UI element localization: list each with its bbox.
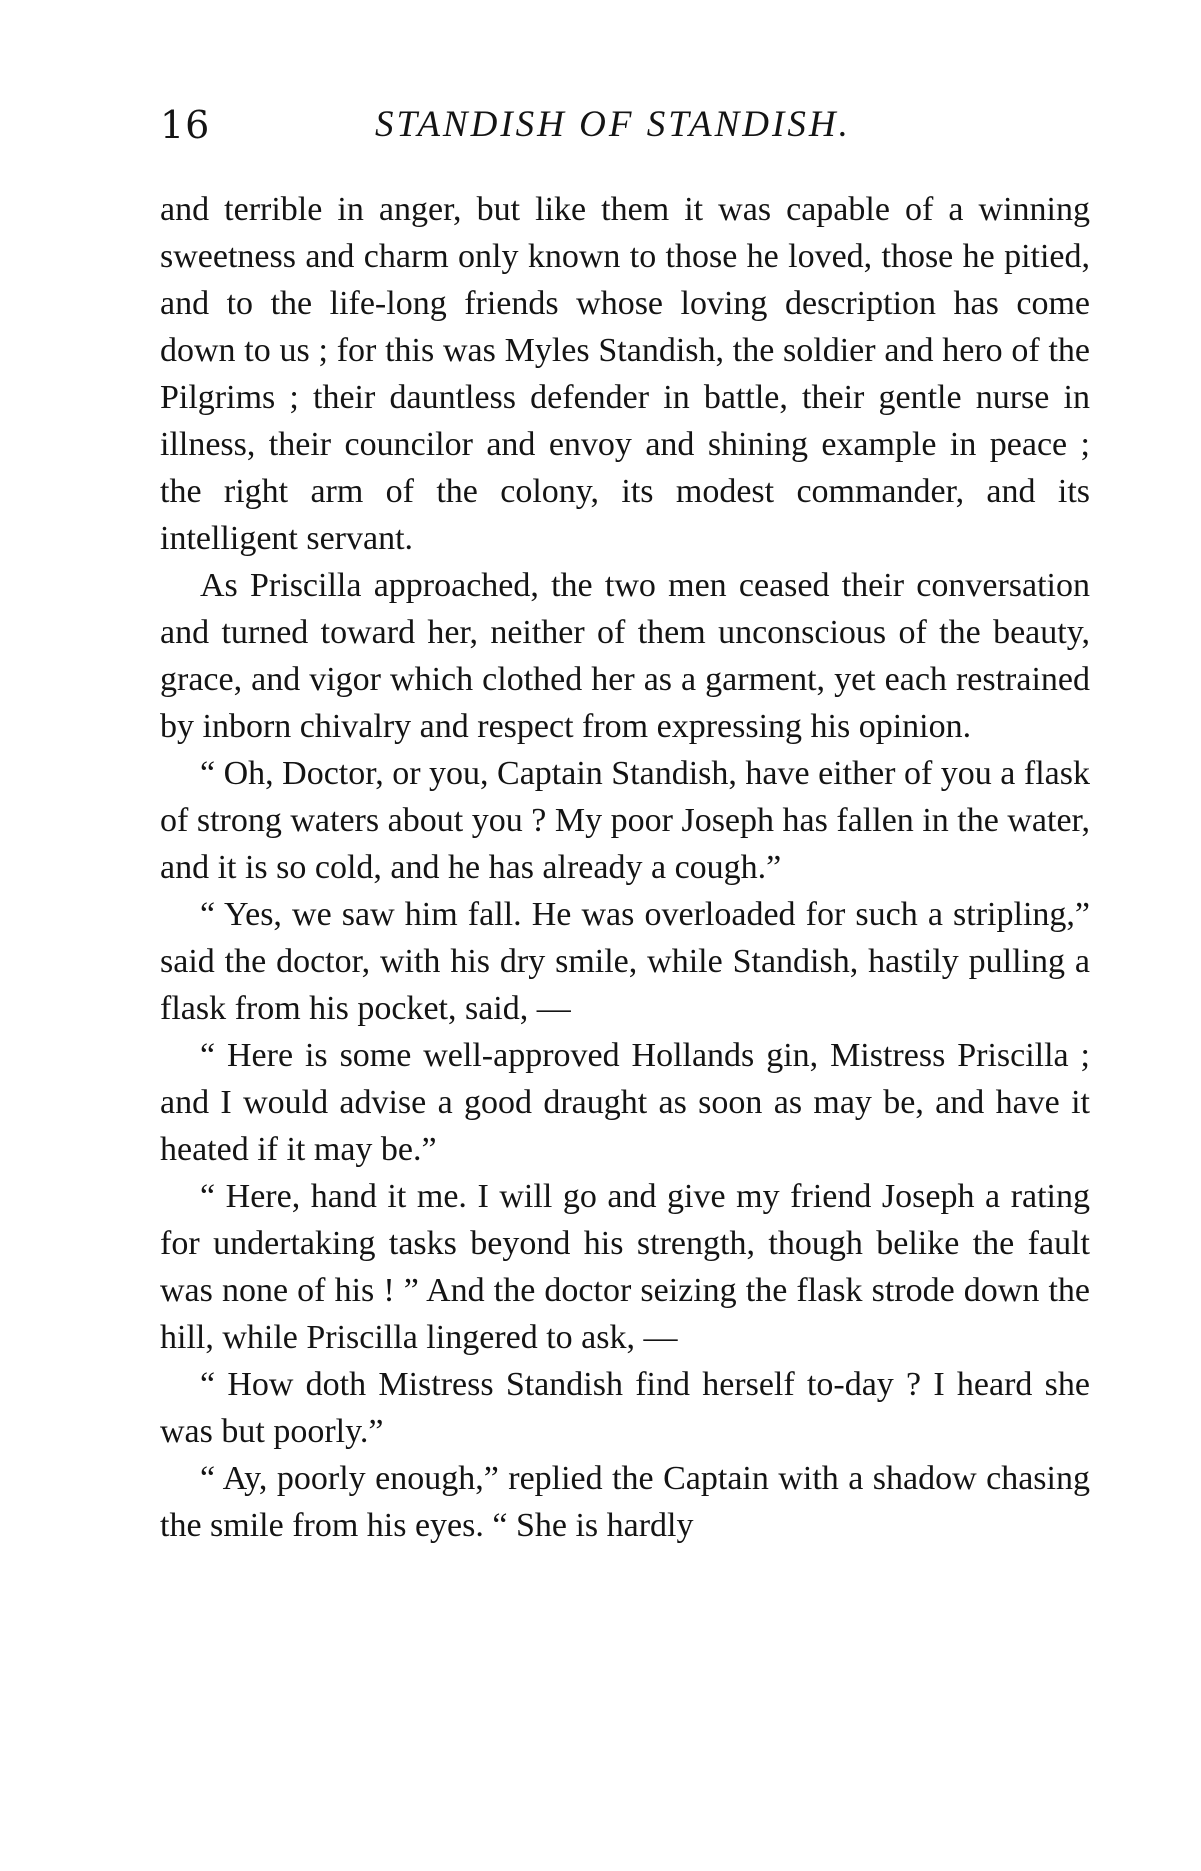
- paragraph-2: As Priscilla approached, the two men ceased their conversation and turned toward her, neither of them unconscious of the beauty, grace, and vigor which clothed her as a garment, yet each restrained by inborn chivalry and respect from expressing his opinion.: [160, 567, 1090, 745]
- running-title: STANDISH OF STANDISH.: [375, 104, 851, 145]
- paragraph-3: “ Oh, Doctor, or you, Captain Standish, have either of you a flask of strong waters about you ? My poor Joseph has fallen in the water, and it is so cold, and he has already a cough.”: [160, 755, 1090, 886]
- paragraph-4: “ Yes, we saw him fall. He was overloaded for such a stripling,” said the doctor, with his dry smile, while Standish, hastily pulling a flask from his pocket, said, —: [160, 896, 1090, 1027]
- body-text: [160, 186, 1090, 1549]
- page-number: 16: [160, 103, 211, 147]
- paragraph-6: “ Here, hand it me. I will go and give my friend Joseph a rating for undertaking tasks beyond his strength, though belike the fault was none of his ! ” And the doctor seizing the flask strode down the hill, while Priscilla lingered to ask, —: [160, 1178, 1090, 1356]
- running-head: [160, 100, 1090, 150]
- paragraph-8: “ Ay, poorly enough,” replied the Captain with a shadow chasing the smile from his eyes. “ She is hardly: [160, 1460, 1090, 1544]
- paragraph-5: “ Here is some well-approved Hollands gin, Mistress Priscilla ; and I would advise a good draught as soon as may be, and have it heated if it may be.”: [160, 1037, 1090, 1168]
- paragraph-7: “ How doth Mistress Standish find herself to-day ? I heard she was but poorly.”: [160, 1366, 1090, 1450]
- paragraph-1: and terrible in anger, but like them it was capable of a winning sweetness and charm only known to those he loved, those he pitied, and to the life-long friends whose loving description has come down to us ; for this was Myles Standish, the soldier and hero of the Pilgrims ; their dauntless defender in battle, their gentle nurse in illness, their councilor and envoy and shining example in peace ; the right arm of the colony, its modest commander, and its intelligent servant.: [160, 191, 1090, 557]
